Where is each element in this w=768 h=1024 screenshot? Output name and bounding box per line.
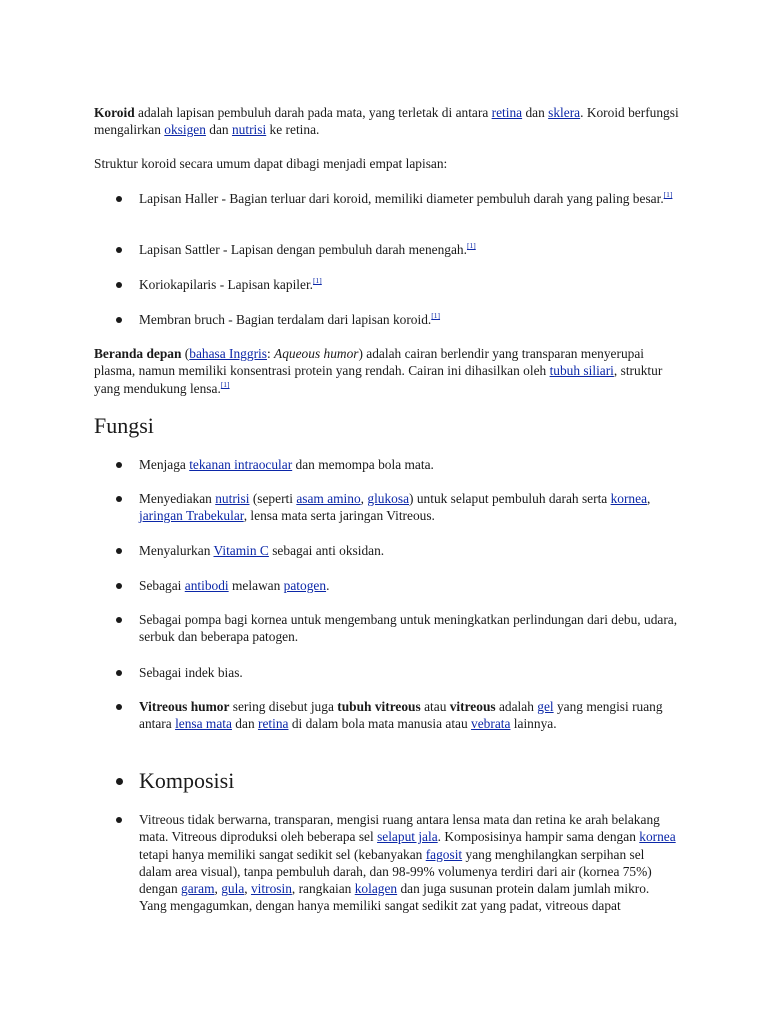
- link-kornea[interactable]: kornea: [610, 491, 648, 506]
- link-oksigen[interactable]: oksigen: [164, 122, 206, 138]
- bullet-icon: [116, 548, 122, 554]
- link-retina[interactable]: retina: [491, 105, 523, 120]
- list-item-fungsi-4: Sebagai antibodi melawan patogen.: [139, 577, 679, 594]
- link-gel[interactable]: gel: [537, 699, 554, 714]
- aqueous-term: Beranda depan: [94, 346, 182, 361]
- citation-link[interactable]: [1]: [466, 241, 476, 250]
- bullet-icon: [116, 496, 122, 502]
- link-antibodi[interactable]: antibodi: [184, 578, 229, 593]
- link-kolagen[interactable]: kolagen: [354, 881, 398, 897]
- link-vitamin-c[interactable]: Vitamin C: [213, 543, 269, 558]
- bullet-icon: [116, 247, 122, 253]
- link-gula[interactable]: gula: [221, 881, 245, 897]
- bullet-icon: [116, 583, 122, 589]
- link-asam-amino[interactable]: asam amino: [296, 491, 361, 506]
- list-item-fungsi-3: Menyalurkan Vitamin C sebagai anti oksidan.: [139, 542, 679, 559]
- link-vitrosin[interactable]: vitrosin: [250, 881, 292, 897]
- citation-link[interactable]: [1]: [663, 190, 673, 199]
- list-item-fungsi-7: Vitreous humor sering disebut juga tubuh vitreous atau vitreous adalah gel yang mengisi ruang antara lensa mata dan retina di dalam bola mata manusia atau vebrata lainnya.: [139, 698, 679, 733]
- link-tekanan-intraocular[interactable]: tekanan intraocular: [189, 457, 293, 472]
- citation-link[interactable]: [1]: [431, 311, 441, 320]
- bullet-icon: [116, 704, 122, 710]
- list-item-fungsi-2: Menyediakan nutrisi (seperti asam amino, glukosa) untuk selaput pembuluh darah serta kornea, jaringan Trabekular, lensa mata serta jaringan Vitreous.: [139, 490, 679, 525]
- citation-link[interactable]: [1]: [313, 276, 322, 285]
- link-kornea[interactable]: kornea: [639, 829, 676, 845]
- bullet-icon: [116, 670, 122, 676]
- list-item-membran-bruch: Membran bruch - Bagian terdalam dari lapisan koroid.[1]: [139, 311, 679, 328]
- link-patogen[interactable]: patogen: [283, 578, 327, 593]
- koroid-term: Koroid: [94, 105, 135, 120]
- list-item-sattler: Lapisan Sattler - Lapisan dengan pembuluh darah menengah.[1]: [139, 241, 679, 258]
- list-item-fungsi-1: Menjaga tekanan intraocular dan memompa bola mata.: [139, 456, 679, 473]
- bullet-icon: [116, 462, 122, 468]
- list-item-haller: Lapisan Haller - Bagian terluar dari koroid, memiliki diameter pembuluh darah yang paling besar.[1]: [139, 190, 679, 207]
- link-nutrisi[interactable]: nutrisi: [231, 122, 267, 138]
- link-lensa-mata[interactable]: lensa mata: [175, 716, 232, 732]
- heading-fungsi: Fungsi: [94, 413, 154, 438]
- bullet-icon: [116, 617, 122, 623]
- link-glukosa[interactable]: glukosa: [367, 491, 410, 506]
- list-item-komposisi: Vitreous tidak berwarna, transparan, mengisi ruang antara lensa mata dan retina ke arah belakang mata. Vitreous diproduksi oleh beberapa sel selaput jala. Komposisinya hampir sama dengan kornea tetapi hanya memiliki sangat sedikit sel (kebanyakan fagosit yang menghilangkan serpihan sel dalam area visual), tanpa pembuluh darah, dan 98-99% volumenya terdiri dari air (kornea 75%) dengan garam, gula, vitrosin, rangkaian kolagen dan juga susunan protein dalam jumlah mikro. Yang mengagumkan, dengan hanya memiliki sangat sedikit zat yang padat, vitreous dapat: [139, 811, 679, 915]
- bullet-icon: [116, 778, 123, 785]
- struktur-paragraph: Struktur koroid secara umum dapat dibagi menjadi empat lapisan:: [94, 156, 448, 171]
- link-jaringan-trabekular[interactable]: jaringan Trabekular: [139, 508, 244, 524]
- link-selaput-jala[interactable]: selaput jala: [377, 829, 438, 845]
- link-garam[interactable]: garam: [181, 881, 215, 897]
- list-item-koriokapilaris: Koriokapilaris - Lapisan kapiler.[1]: [139, 276, 679, 293]
- list-item-fungsi-6: Sebagai indek bias.: [139, 664, 679, 681]
- bullet-icon: [116, 282, 122, 288]
- link-bahasa-inggris[interactable]: bahasa Inggris: [189, 346, 267, 361]
- link-tubuh-siliari[interactable]: tubuh siliari: [549, 363, 614, 379]
- bullet-icon: [116, 196, 122, 202]
- intro-paragraph: Koroid adalah lapisan pembuluh darah pada mata, yang terletak di antara retina dan sklera. Koroid berfungsi mengalirkan oksigen dan nutrisi ke retina.: [94, 105, 679, 138]
- link-fagosit[interactable]: fagosit: [425, 846, 463, 862]
- list-item-fungsi-5: Sebagai pompa bagi kornea untuk mengembang untuk meningkatkan perlindungan dari debu, udara, serbuk dan beberapa patogen.: [139, 611, 679, 646]
- citation-link[interactable]: [1]: [220, 379, 230, 389]
- link-sklera[interactable]: sklera: [548, 105, 581, 120]
- link-nutrisi[interactable]: nutrisi: [215, 491, 250, 506]
- heading-komposisi: Komposisi: [139, 768, 234, 794]
- link-vebrata[interactable]: vebrata: [471, 716, 511, 732]
- bullet-icon: [116, 317, 122, 323]
- bullet-icon: [116, 817, 122, 823]
- aqueous-paragraph: Beranda depan (bahasa Inggris: Aqueous humor) adalah cairan berlendir yang transparan menyerupai plasma, namun memiliki konsentrasi protein yang rendah. Cairan ini dihasilkan oleh tubuh siliari, struktur yang mendukung lensa.[1]: [94, 346, 663, 396]
- link-retina[interactable]: retina: [257, 716, 289, 732]
